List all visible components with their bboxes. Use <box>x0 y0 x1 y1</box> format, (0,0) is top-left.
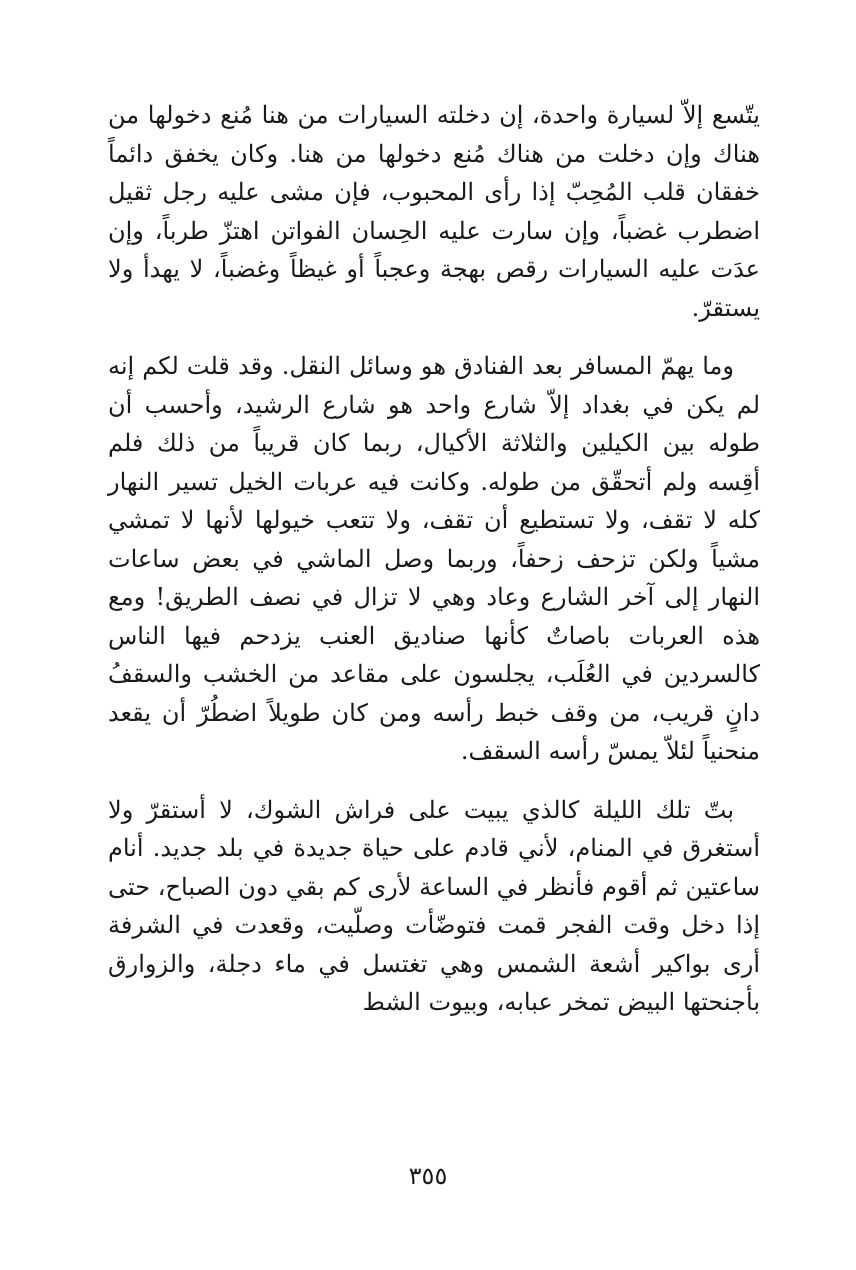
body-text <box>108 96 760 1042</box>
paragraph-1: يتّسع إلاّ لسيارة واحدة، إن دخلته السيارات من هنا مُنع دخولها من هناك وإن دخلت من هناك مُنع دخولها من هنا. وكان يخفق دائماً خفقان قلب المُحِبّ إذا رأى المحبوب، فإن مشى عليه رجل ثقيل اضطرب غضباً، وإن سارت عليه الحِسان الفواتن اهتزّ طرباً، وإن عدَت عليه السيارات رقص بهجة وعجباً أو غيظاً وغضباً، لا يهدأ ولا يستقرّ. <box>108 101 760 322</box>
page-number: ٣٥٥ <box>408 1162 448 1190</box>
paragraph-3: بتّ تلك الليلة كالذي يبيت على فراش الشوك، لا أستقرّ ولا أستغرق في المنام، لأني قادم على حياة جديدة في بلد جديد. أنام ساعتين ثم أقوم فأنظر في الساعة لأرى كم بقي دون الصباح، حتى إذا دخل وقت الفجر قمت فتوضّأت وصلّيت، وقعدت في الشرفة أرى بواكير أشعة الشمس وهي تغتسل في ماء دجلة، والزوارق بأجنحتها البيض تمخر عبابه، وبيوت الشط <box>108 795 760 1016</box>
paragraph-2: وما يهمّ المسافر بعد الفنادق هو وسائل النقل. وقد قلت لكم إنه لم يكن في بغداد إلاّ شارع واحد هو شارع الرشيد، وأحسب أن طوله بين الكيلين والثلاثة الأكيال، ربما كان قريباً من ذلك فلم أقِسه ولم أتحقّق من طوله. وكانت فيه عربات الخيل تسير النهار كله لا تقف، ولا تستطيع أن تقف، ولا تتعب خيولها لأنها لا تمشي مشياً ولكن تزحف زحفاً، وربما وصل الماشي في بعض ساعات النهار إلى آخر الشارع وعاد وهي لا تزال في نصف الطريق! ومع هذه العربات باصاتٌ كأنها صناديق العنب يزدحم فيها الناس كالسردين في العُلَب، يجلسون على مقاعد من الخشب والسقفُ دانٍ قريب، من وقف خبط رأسه ومن كان طويلاً اضطُرّ أن يقعد منحنياً لئلاّ يمسّ رأسه السقف. <box>108 352 760 765</box>
